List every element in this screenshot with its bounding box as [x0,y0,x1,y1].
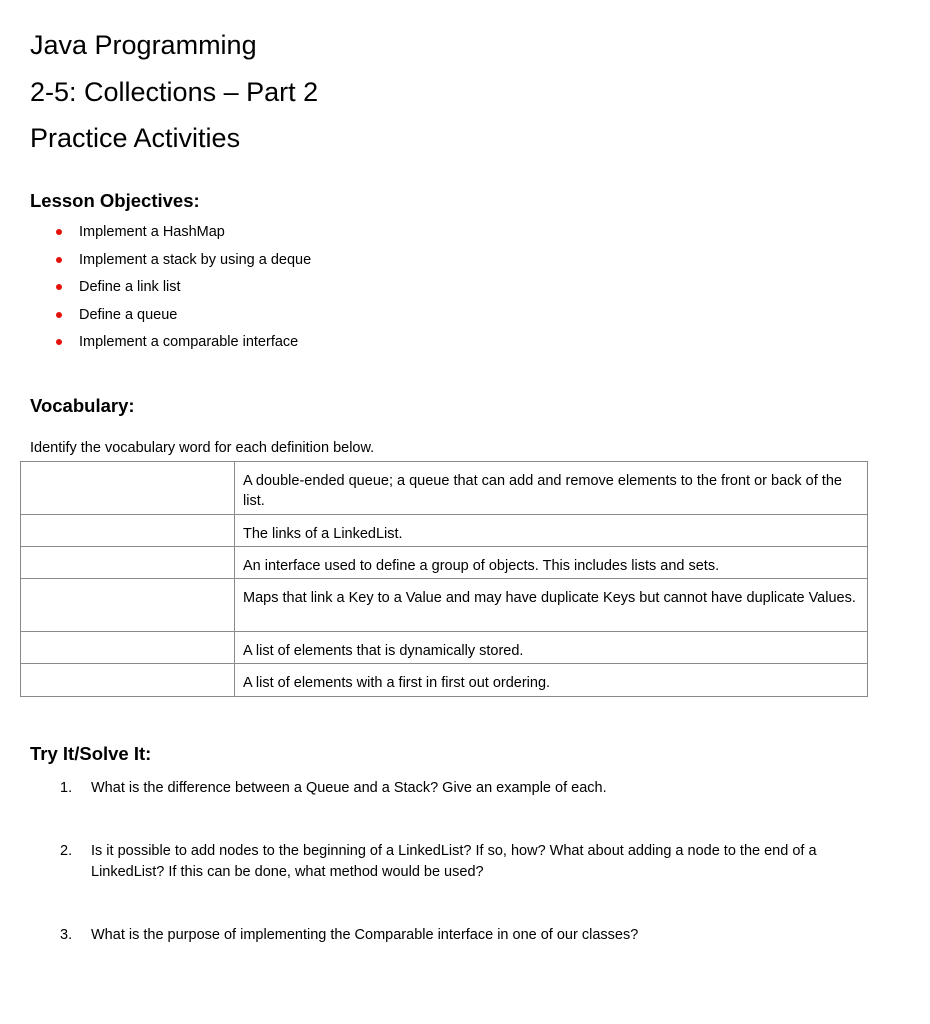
table-row [21,579,868,632]
lesson-title: 2-5: Collections – Part 2 [30,77,319,107]
objective-item [56,223,311,251]
try-it-heading: Try It/Solve It: [30,743,152,764]
vocab-word-cell[interactable] [21,462,235,515]
vocab-word-cell[interactable] [21,515,235,547]
question-number: 1. [60,780,73,796]
definition-cell: A list of elements with a first in first out ordering. [235,664,868,697]
objective-item [56,306,311,334]
objective-item [56,278,311,306]
question-number: 3. [60,927,73,943]
bullet-icon [56,339,62,345]
definition-cell: A list of elements that is dynamically stored. [235,632,868,664]
table-row [21,547,868,579]
vocab-word-cell[interactable] [21,579,235,632]
objectives-heading: Lesson Objectives: [30,190,200,211]
bullet-icon [56,229,62,235]
objective-text: Implement a HashMap [79,224,225,240]
objective-text: Define a queue [79,306,178,323]
objective-item [56,333,311,361]
question-text: What is the difference between a Queue and a Stack? Give an example of each. [91,780,607,796]
objective-text: Implement a stack by using a deque [79,251,312,268]
definition-cell: An interface used to define a group of objects. This includes lists and sets. [235,547,868,579]
table-row [21,462,868,515]
objective-text: Define a link list [79,279,181,295]
bullet-icon [56,312,62,318]
bullet-icon [56,257,62,263]
vocab-word-cell[interactable] [21,664,235,697]
definition-cell: A double-ended queue; a queue that can add and remove elements to the front or back of the list. [235,462,868,515]
page-subtitle: Practice Activities [30,123,241,153]
definition-cell: Maps that link a Key to a Value and may have duplicate Keys but cannot have duplicate Values. [235,579,868,632]
course-title: Java Programming [30,30,257,60]
vocabulary-instructions: Identify the vocabulary word for each definition below. [30,440,375,456]
objective-text: Implement a comparable interface [79,334,299,350]
table-row [21,515,868,547]
table-row [21,632,868,664]
vocabulary-heading: Vocabulary: [30,395,135,416]
vocab-word-cell[interactable] [21,547,235,579]
vocab-word-cell[interactable] [21,632,235,664]
table-row [21,664,868,697]
vocabulary-table [20,461,868,697]
question-number: 2. [60,843,73,859]
definition-cell: The links of a LinkedList. [235,515,868,547]
bullet-icon [56,284,62,290]
objective-item [56,251,311,279]
question-text: Is it possible to add nodes to the beginning of a LinkedList? If so, how? What about adding a node to the end of a LinkedList? If this can be done, what method would be used? [91,843,817,880]
objectives-list [56,223,311,361]
question-text: What is the purpose of implementing the Comparable interface in one of our classes? [91,927,639,943]
